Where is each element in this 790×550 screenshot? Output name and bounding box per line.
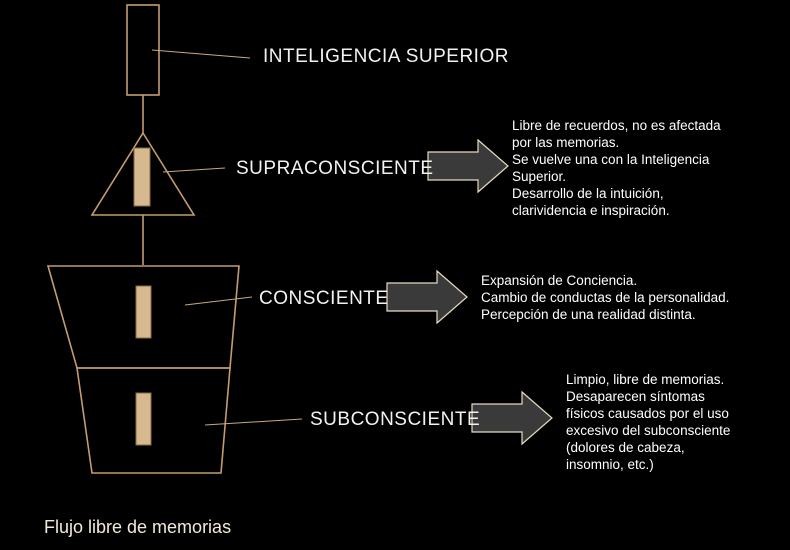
note-line: Cambio de conductas de la personalidad. — [481, 290, 730, 305]
note-line: insomnio, etc.) — [566, 457, 654, 472]
note-line: físicos causados por el uso — [566, 406, 729, 421]
note-line: por las memorias. — [512, 135, 620, 150]
label-supraconsciente: SUPRACONSCIENTE — [236, 158, 434, 179]
note-line: Libre de recuerdos, no es afectada — [512, 118, 721, 133]
note-line: Desaparecen síntomas — [566, 389, 705, 404]
label-inteligencia-superior: INTELIGENCIA SUPERIOR — [263, 46, 509, 67]
note-line: excesivo del subconsciente — [566, 423, 731, 438]
note-line: clarividencia e inspiración. — [512, 203, 670, 218]
arrow-icon-supraconsciente — [428, 140, 508, 192]
note-supraconsciente — [512, 117, 721, 219]
leader-subconsciente — [205, 419, 302, 425]
note-line: Percepción de una realidad distinta. — [481, 307, 696, 322]
note-line: Limpio, libre de memorias. — [566, 372, 725, 387]
note-line: Superior. — [512, 169, 567, 184]
arrow-icon-consciente — [387, 271, 467, 323]
note-line: Desarrollo de la intuición, — [512, 186, 664, 201]
leader-supraconsciente — [163, 168, 225, 172]
label-subconsciente: SUBCONSCIENTE — [310, 409, 481, 430]
note-line: Expansión de Conciencia. — [481, 273, 638, 288]
leader-consciente — [185, 297, 252, 305]
leader-inteligencia-superior — [152, 50, 250, 58]
note-line: (dolores de cabeza, — [566, 440, 685, 455]
bar-supraconsciente — [134, 148, 150, 206]
arrow-icon-subconsciente — [472, 392, 552, 444]
note-line: Se vuelve una con la Inteligencia — [512, 152, 710, 167]
bar-subconsciente — [136, 393, 151, 445]
label-consciente: CONSCIENTE — [259, 288, 389, 309]
shape-subconsciente — [77, 368, 230, 473]
note-consciente — [481, 272, 729, 323]
note-subconsciente — [566, 371, 730, 473]
bar-consciente — [136, 286, 151, 338]
footer-caption: Flujo libre de memorias — [44, 517, 232, 537]
